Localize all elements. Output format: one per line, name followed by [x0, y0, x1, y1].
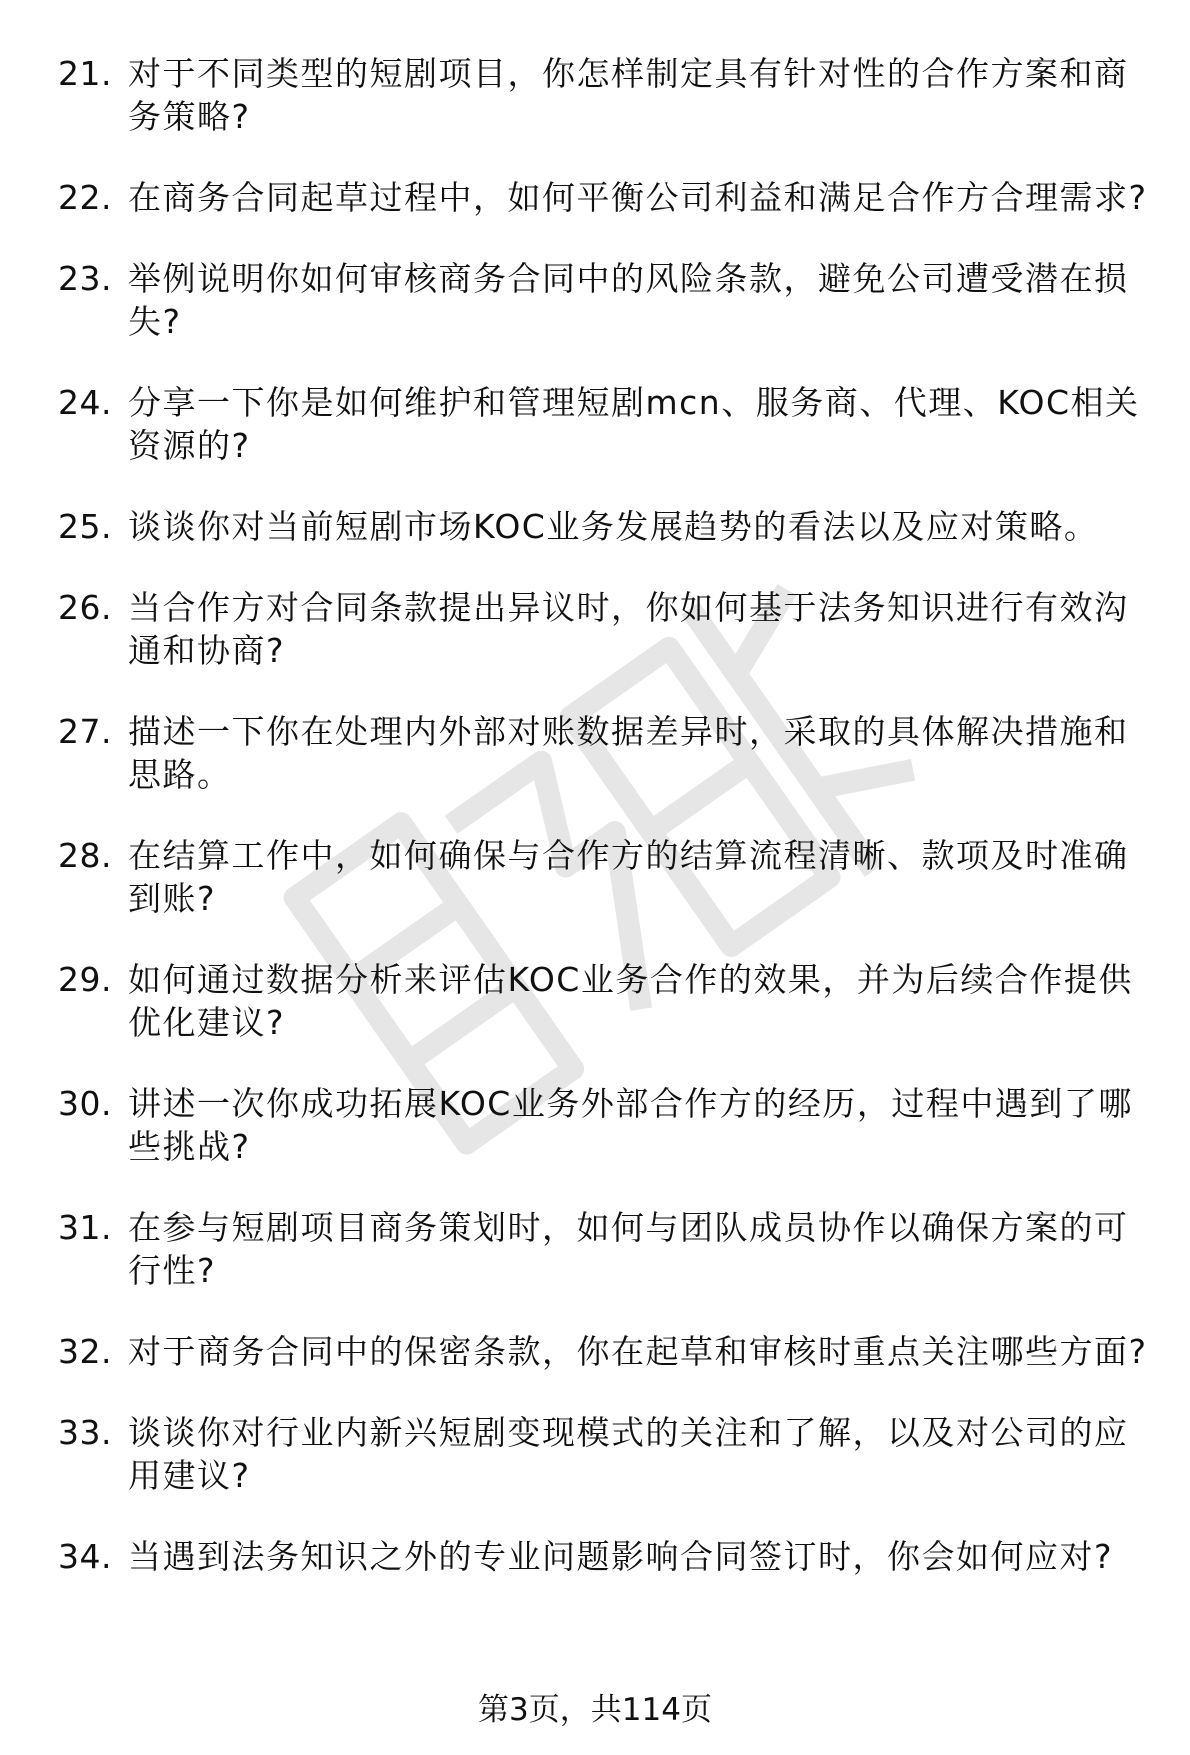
question-text: 当合作方对合同条款提出异议时，你如何基于法务知识进行有效沟通和协商? — [128, 588, 1129, 670]
question-text: 描述一下你在处理内外部对账数据差异时，采取的具体解决措施和思路。 — [128, 712, 1129, 794]
question-text: 对于商务合同中的保密条款，你在起草和审核时重点关注哪些方面? — [128, 1332, 1148, 1371]
question-text: 在参与短剧项目商务策划时，如何与团队成员协作以确保方案的可行性? — [128, 1208, 1129, 1290]
list-item — [58, 176, 1148, 219]
question-list — [58, 52, 1148, 1616]
question-number: 30. — [58, 1084, 112, 1123]
question-text: 在商务合同起草过程中，如何平衡公司利益和满足合作方合理需求? — [128, 178, 1148, 217]
list-item — [58, 257, 1148, 343]
question-number: 33. — [58, 1413, 112, 1452]
question-text: 如何通过数据分析来评估KOC业务合作的效果，并为后续合作提供优化建议? — [128, 960, 1133, 1042]
question-text: 对于不同类型的短剧项目，你怎样制定具有针对性的合作方案和商务策略? — [128, 54, 1129, 136]
question-number: 34. — [58, 1537, 112, 1576]
question-number: 27. — [58, 712, 112, 751]
question-number: 23. — [58, 259, 112, 298]
list-item — [58, 52, 1148, 138]
question-number: 24. — [58, 383, 112, 422]
question-number: 28. — [58, 836, 112, 875]
list-item — [58, 505, 1148, 548]
question-number: 29. — [58, 960, 112, 999]
list-item — [58, 1330, 1148, 1373]
question-text: 谈谈你对行业内新兴短剧变现模式的关注和了解，以及对公司的应用建议? — [128, 1413, 1129, 1495]
list-item — [58, 710, 1148, 796]
question-number: 32. — [58, 1332, 112, 1371]
list-item — [58, 958, 1148, 1044]
list-item — [58, 1411, 1148, 1497]
question-number: 31. — [58, 1208, 112, 1247]
list-item — [58, 381, 1148, 467]
question-text: 在结算工作中，如何确保与合作方的结算流程清晰、款项及时准确到账? — [128, 836, 1129, 918]
question-number: 26. — [58, 588, 112, 627]
page-number-footer: 第3页，共114页 — [478, 1692, 712, 1728]
question-number: 22. — [58, 178, 112, 217]
list-item — [58, 1206, 1148, 1292]
question-text: 举例说明你如何审核商务合同中的风险条款，避免公司遭受潜在损失? — [128, 259, 1129, 341]
list-item — [58, 586, 1148, 672]
question-text: 当遇到法务知识之外的专业问题影响合同签订时，你会如何应对? — [128, 1537, 1114, 1576]
list-item — [58, 1535, 1148, 1578]
question-number: 21. — [58, 54, 112, 93]
list-item — [58, 1082, 1148, 1168]
list-item — [58, 834, 1148, 920]
question-text: 讲述一次你成功拓展KOC业务外部合作方的经历，过程中遇到了哪些挑战? — [128, 1084, 1133, 1166]
question-text: 分享一下你是如何维护和管理短剧mcn、服务商、代理、KOC相关资源的? — [128, 383, 1140, 465]
question-number: 25. — [58, 507, 112, 546]
question-text: 谈谈你对当前短剧市场KOC业务发展趋势的看法以及应对策略。 — [128, 507, 1099, 546]
